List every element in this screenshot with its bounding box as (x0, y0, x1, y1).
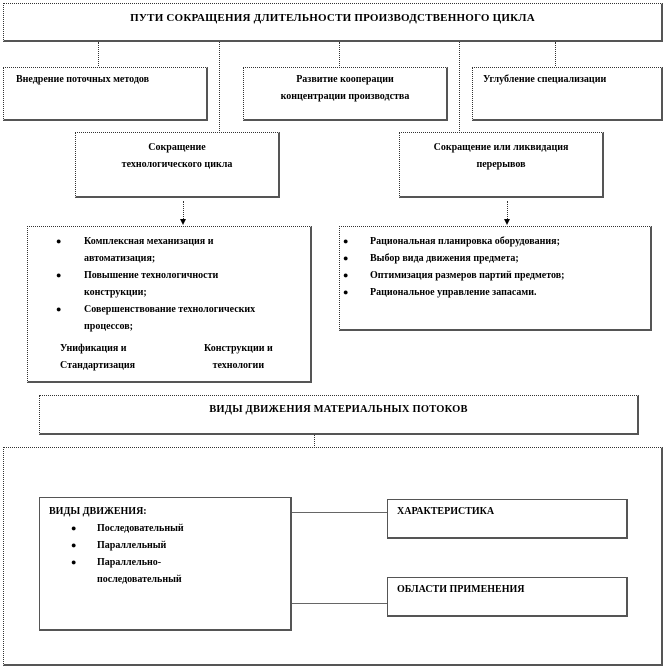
box-tech-cycle (75, 132, 280, 198)
list-item (56, 267, 310, 301)
connector-line (292, 603, 388, 604)
bullet-icon: ● (71, 523, 77, 533)
connector-line (219, 42, 220, 133)
connector-line (339, 42, 340, 68)
box-tech-cycle-line1: Сокращение (148, 142, 206, 153)
bullet-icon: ● (343, 287, 349, 297)
design-tech-line1: Конструкции и (204, 343, 273, 354)
arrow-down-icon (180, 219, 186, 225)
list-item (71, 537, 290, 554)
list-item-line: Совершенствование технологических (84, 304, 256, 315)
list-item-line: Повышение технологичности (84, 270, 219, 281)
flows-title: ВИДЫ ДВИЖЕНИЯ МАТЕРИАЛЬНЫХ ПОТОКОВ (209, 404, 468, 415)
list-item-text: Параллельный (97, 540, 167, 551)
bullet-icon: ● (71, 540, 77, 550)
connector-line (555, 42, 556, 68)
design-tech-line2: технологии (212, 360, 265, 371)
list-item (343, 284, 650, 301)
list-item-text: Рациональное управление запасами. (370, 287, 537, 298)
list-item (343, 267, 650, 284)
list-item-line: автоматизация; (84, 253, 156, 264)
applications-label: ОБЛАСТИ ПРИМЕНЕНИЯ (397, 584, 525, 595)
unification-line1: Унификация и (60, 343, 127, 354)
list-item (343, 250, 650, 267)
list-item (343, 233, 650, 250)
list-item (71, 520, 290, 537)
characteristic-label: ХАРАКТЕРИСТИКА (397, 506, 495, 517)
box-flow-methods (3, 67, 208, 121)
list-item (56, 301, 310, 335)
box-interruptions (399, 132, 604, 198)
box-interruptions-line1: Сокращение или ликвидация (433, 142, 569, 153)
list-item (71, 554, 290, 588)
list-item-text: Оптимизация размеров партий предметов; (370, 270, 565, 281)
interruption-measures-list (343, 233, 650, 301)
unification-line2: Стандартизация (60, 360, 135, 371)
arrow-line (183, 201, 184, 219)
main-title: ПУТИ СОКРАЩЕНИЯ ДЛИТЕЛЬНОСТИ ПРОИЗВОДСТВЕННОГО ЦИКЛА (130, 12, 535, 24)
bullet-icon: ● (56, 304, 62, 314)
interruption-measures-box (339, 226, 652, 331)
box-specialization-label: Углубление специализации (483, 74, 607, 85)
applications-box (387, 577, 628, 617)
arrow-line (507, 201, 508, 219)
list-item-text: Рациональная планировка оборудования; (370, 236, 560, 247)
list-item-text: последовательный (97, 574, 182, 585)
tech-cycle-measures-box (27, 226, 312, 383)
characteristic-box (387, 499, 628, 539)
flows-title-box (39, 395, 639, 435)
box-cooperation (243, 67, 448, 121)
list-item-line: Комплексная механизация и (84, 236, 214, 247)
box-flow-methods-label: Внедрение поточных методов (16, 74, 150, 85)
tech-cycle-measures-list (56, 233, 310, 335)
movement-types-box (39, 497, 292, 631)
bullet-icon: ● (343, 253, 349, 263)
movement-heading: ВИДЫ ДВИЖЕНИЯ: (49, 506, 147, 517)
arrow-down-icon (504, 219, 510, 225)
list-item-text: Параллельно- (97, 557, 162, 568)
connector-line (292, 512, 388, 513)
list-item-line: конструкции; (84, 287, 147, 298)
movement-types-list (71, 520, 290, 588)
list-item-line: процессов; (84, 321, 134, 332)
connector-line (459, 42, 460, 133)
box-specialization (472, 67, 663, 121)
list-item-text: Выбор вида движения предмета; (370, 253, 519, 264)
design-tech-label (204, 340, 273, 374)
unification-label (60, 340, 135, 374)
bullet-icon: ● (56, 236, 62, 246)
box-cooperation-line2: концентрации производства (280, 91, 410, 102)
box-interruptions-line2: перерывов (476, 159, 526, 170)
main-title-box (3, 3, 663, 42)
bullet-icon: ● (56, 270, 62, 280)
box-interruptions-label (400, 139, 602, 173)
box-tech-cycle-line2: технологического цикла (121, 159, 233, 170)
box-cooperation-line1: Развитие кооперации (296, 74, 394, 85)
list-item-text: Последовательный (97, 523, 184, 534)
box-cooperation-label (244, 71, 446, 105)
list-item (56, 233, 310, 267)
box-tech-cycle-label (76, 139, 278, 173)
bullet-icon: ● (343, 236, 349, 246)
bullet-icon: ● (343, 270, 349, 280)
bullet-icon: ● (71, 557, 77, 567)
connector-line (98, 42, 99, 68)
